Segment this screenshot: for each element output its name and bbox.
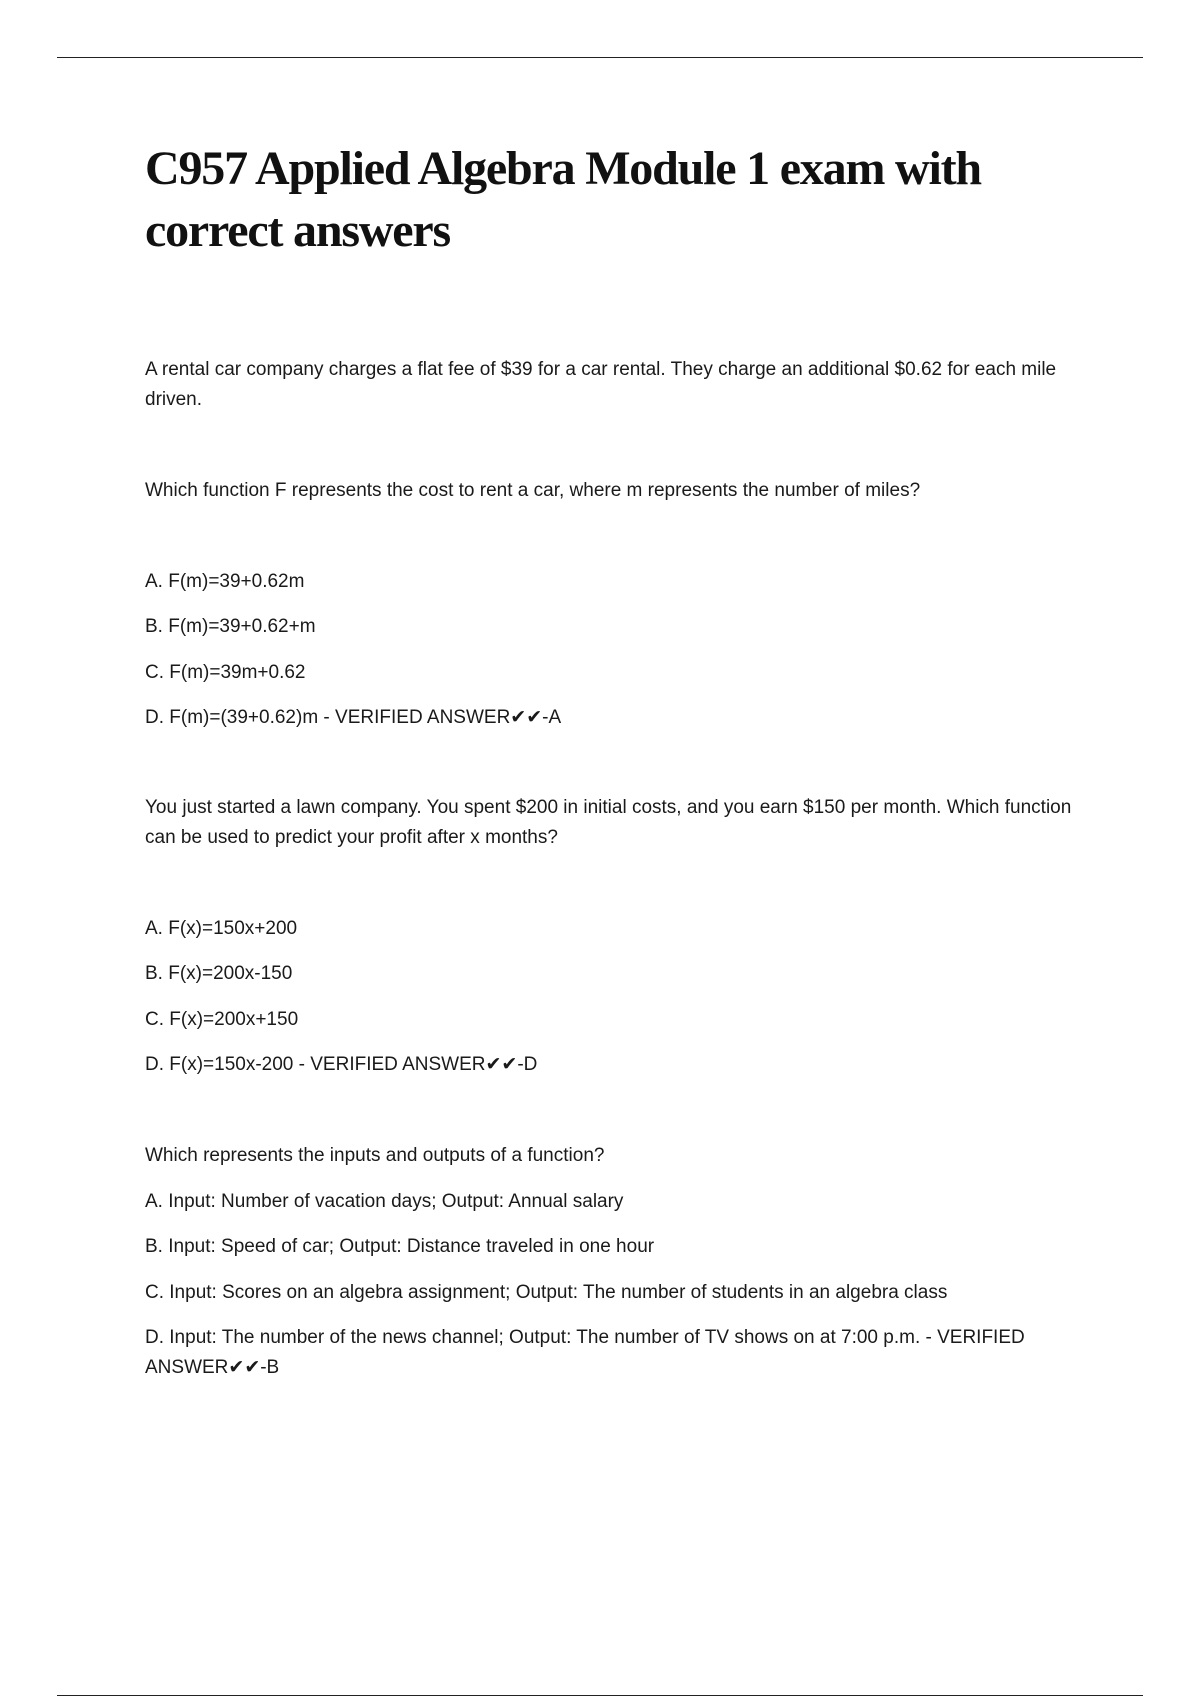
question-2-option-a: A. F(x)=150x+200: [145, 918, 298, 939]
question-2-prompt: You just started a lawn company. You spent $200 in initial costs, and you earn $150 per month. Which function can be used to predict your profit after x months?: [145, 797, 1072, 848]
question-1-option-c: C. F(m)=39m+0.62: [145, 662, 306, 683]
top-rule: [57, 57, 1143, 58]
question-2-option-c: C. F(x)=200x+150: [145, 1009, 299, 1030]
question-1: [145, 355, 1075, 728]
question-3: [145, 1141, 1075, 1378]
question-1-context: A rental car company charges a flat fee of $39 for a car rental. They charge an additional $0.62 for each mile driven.: [145, 359, 1057, 410]
question-1-option-d-answer: D. F(m)=(39+0.62)m - VERIFIED ANSWER✔✔-A: [145, 707, 562, 728]
page-header: [145, 138, 1075, 262]
question-3-option-c: C. Input: Scores on an algebra assignment; Output: The number of students in an algebra class: [145, 1282, 948, 1303]
question-3-prompt: Which represents the inputs and outputs of a function?: [145, 1145, 605, 1166]
question-3-option-b: B. Input: Speed of car; Output: Distance traveled in one hour: [145, 1236, 655, 1257]
question-3-option-d-answer: D. Input: The number of the news channel; Output: The number of TV shows on at 7:00 p.m. - VERIFIED ANSWER✔✔-B: [145, 1327, 1025, 1378]
question-2-option-b: B. F(x)=200x-150: [145, 963, 293, 984]
question-1-option-b: B. F(m)=39+0.62+m: [145, 616, 316, 637]
bottom-rule: [57, 1695, 1143, 1696]
question-3-option-a: A. Input: Number of vacation days; Output: Annual salary: [145, 1191, 624, 1212]
question-2-option-d-answer: D. F(x)=150x-200 - VERIFIED ANSWER✔✔-D: [145, 1054, 538, 1075]
question-2: [145, 793, 1075, 1075]
question-1-prompt: Which function F represents the cost to rent a car, where m represents the number of miles?: [145, 480, 921, 501]
question-1-option-a: A. F(m)=39+0.62m: [145, 571, 305, 592]
document-title: C957 Applied Algebra Module 1 exam with correct answers: [145, 142, 981, 257]
